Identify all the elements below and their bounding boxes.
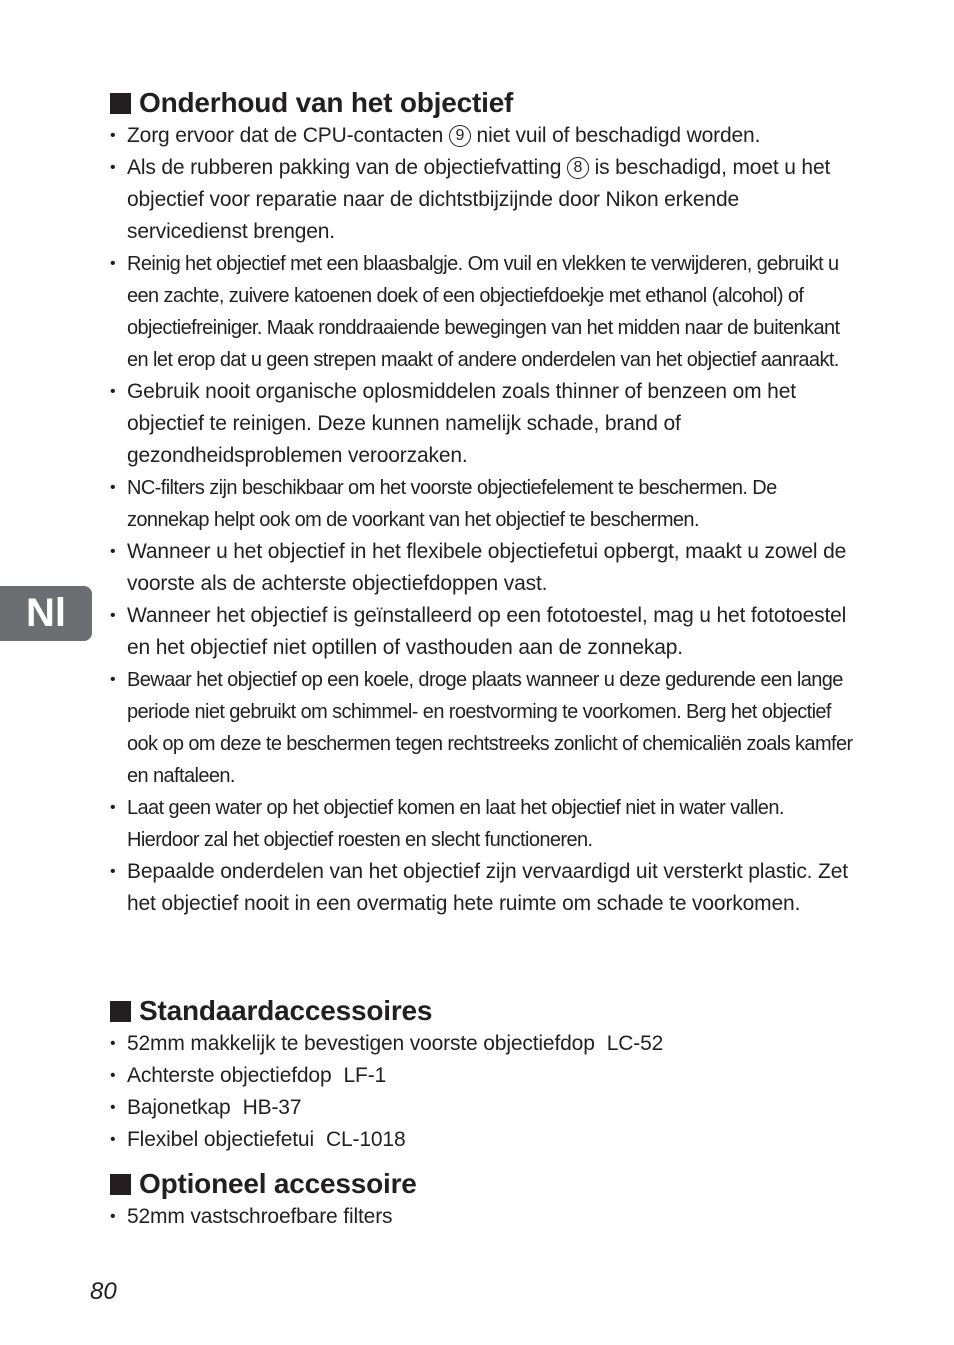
- section-maintenance: [110, 86, 855, 920]
- product-code: LC-52: [606, 1032, 664, 1055]
- list-item: • Bajonetkap HB-37: [110, 1092, 855, 1124]
- product-code: CL-1018: [325, 1128, 406, 1151]
- list-item: • Als de rubberen pakking van de objectiefvatting 8 is beschadigd, moet u het objectief voor reparatie naar de dichtstbijzijnde door Nikon erkende servicedienst brengen.: [110, 152, 855, 248]
- list-item: • Laat geen water op het objectief komen en laat het objectief niet in water vallen. Hierdoor zal het objectief roesten en slecht functioneren.: [110, 792, 855, 856]
- section-standard-accessories: [110, 994, 855, 1156]
- list-item: • Wanneer u het objectief in het flexibele objectiefetui opbergt, maakt u zowel de voorste als de achterste objectiefdoppen vast.: [110, 536, 855, 600]
- square-bullet-icon: [110, 93, 131, 114]
- list-item: • Gebruik nooit organische oplosmiddelen zoals thinner of benzeen om het objectief te reinigen. Deze kunnen namelijk schade, brand of gezondheidsproblemen veroorzaken.: [110, 376, 855, 472]
- list-item: • Achterste objectiefdop LF-1: [110, 1060, 855, 1092]
- bullet-list: [110, 1028, 855, 1156]
- list-item: • Wanneer het objectief is geïnstalleerd op een fototoestel, mag u het fototoestel en het objectief niet optillen of vasthouden aan de zonnekap.: [110, 600, 855, 664]
- list-item: • Bepaalde onderdelen van het objectief zijn vervaardigd uit versterkt plastic. Zet het objectief nooit in een overmatig hete ruimte om schade te voorkomen.: [110, 856, 855, 920]
- section-heading: [110, 86, 855, 120]
- product-code: HB-37: [242, 1096, 302, 1119]
- list-item: • NC-filters zijn beschikbaar om het voorste objectiefelement te beschermen. De zonnekap helpt ook om de voorkant van het objectief te beschermen.: [110, 472, 855, 536]
- heading-text: Standaardaccessoires: [139, 995, 433, 1026]
- product-code: LF-1: [343, 1064, 387, 1087]
- heading-text: Onderhoud van het objectief: [139, 87, 514, 118]
- list-item: • Zorg ervoor dat de CPU-contacten 9 niet vuil of beschadigd worden.: [110, 120, 855, 152]
- section-optional-accessory: [110, 1167, 855, 1233]
- heading-text: Optioneel accessoire: [139, 1168, 417, 1199]
- circled-number-icon: 8: [567, 157, 589, 179]
- list-item: • 52mm makkelijk te bevestigen voorste objectiefdop LC-52: [110, 1028, 855, 1060]
- bullet-list: [110, 1201, 855, 1233]
- section-heading: [110, 994, 855, 1028]
- square-bullet-icon: [110, 1174, 131, 1195]
- square-bullet-icon: [110, 1001, 131, 1022]
- language-tab: Nl: [0, 586, 92, 641]
- list-item: • Flexibel objectiefetui CL-1018: [110, 1124, 855, 1156]
- page-number: 80: [90, 1278, 117, 1305]
- list-item: • Reinig het objectief met een blaasbalgje. Om vuil en vlekken te verwijderen, gebruikt u een zachte, zuivere katoenen doek of een objectiefdoekje met ethanol (alcohol) of objectiefreiniger. Maak ronddraaiende bewegingen van het midden naar de buitenkant en let erop dat u geen strepen maakt of andere onderdelen van het objectief aanraakt.: [110, 248, 855, 376]
- list-item: • Bewaar het objectief op een koele, droge plaats wanneer u deze gedurende een lange periode niet gebruikt om schimmel- en roestvorming te voorkomen. Berg het objectief ook op om deze te beschermen tegen rechtstreeks zonlicht of chemicaliën zoals kamfer en naftaleen.: [110, 664, 855, 792]
- bullet-list: [110, 120, 855, 920]
- circled-number-icon: 9: [449, 125, 471, 147]
- list-item: • 52mm vastschroefbare filters: [110, 1201, 855, 1233]
- section-heading: [110, 1167, 855, 1201]
